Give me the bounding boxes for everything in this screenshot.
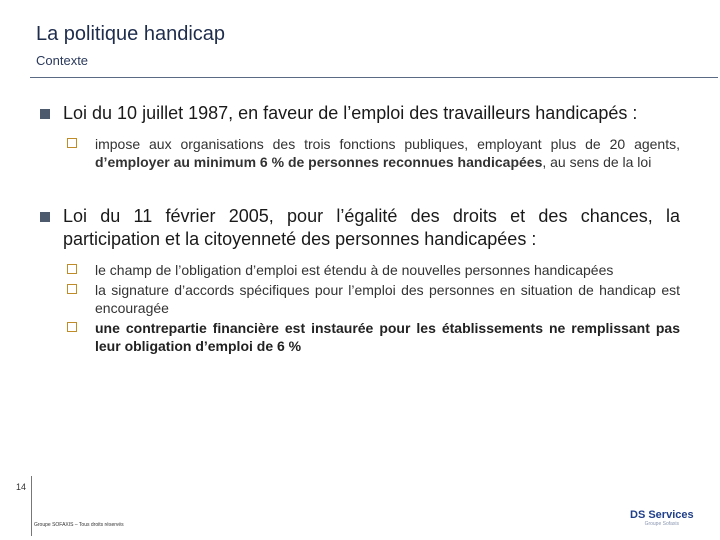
sub-bullet-text: une contrepartie financière est instaurée pour les établissements ne remplissant pas leur obligation d’emploi de 6 % <box>95 320 680 354</box>
logo-subtext: Groupe Sofaxis <box>644 521 680 527</box>
company-logo <box>630 510 694 528</box>
sub-bullet-2005-2 <box>63 281 680 317</box>
page-number: 14 <box>16 482 27 492</box>
sub-bullet-text: la signature d’accords spécifiques pour l’emploi des personnes en situation de handicap est encouragée <box>95 282 680 316</box>
bullet-law-2005 <box>40 205 680 251</box>
page-subtitle: Contexte <box>36 53 89 68</box>
sub-bullet-text-end: , au sens de la loi <box>542 154 652 170</box>
law-1987-text: , en faveur de l’emploi des travailleurs handicapés : <box>228 103 638 123</box>
slide-content <box>40 102 680 355</box>
square-bullet-icon <box>40 109 50 119</box>
sub-bullet-bold-text: d’employer au minimum 6 % de personnes reconnues handicapées <box>95 154 543 170</box>
logo-text: DS Services <box>630 509 694 521</box>
sub-bullet-1987-1 <box>63 135 680 171</box>
law-1987-title: Loi du 10 juillet 1987 <box>63 103 229 123</box>
header-divider <box>30 77 718 78</box>
hollow-square-bullet-icon <box>67 264 77 274</box>
hollow-square-bullet-icon <box>67 322 77 332</box>
sub-bullet-text: le champ de l’obligation d’emploi est étendu à de nouvelles personnes handicapées <box>95 262 614 278</box>
law-2005-title: Loi du 11 février 2005 <box>63 206 269 226</box>
page-title: La politique handicap <box>36 23 226 45</box>
sub-bullet-2005-3 <box>63 319 680 355</box>
law-2005-text: , pour l’égalité des droits et des chances, la participation et la citoyenneté des personnes handicapées : <box>63 206 680 249</box>
sub-bullet-text: impose aux organisations des trois fonctions publiques, employant plus de 20 agents, <box>95 136 680 152</box>
footer-copyright: Groupe SOFAXIS – Tous droits réservés <box>34 522 124 528</box>
square-bullet-icon <box>40 212 50 222</box>
footer-divider <box>31 476 32 536</box>
hollow-square-bullet-icon <box>67 138 77 148</box>
hollow-square-bullet-icon <box>67 284 77 294</box>
sub-bullet-2005-1 <box>63 261 680 279</box>
bullet-law-1987 <box>40 102 680 125</box>
